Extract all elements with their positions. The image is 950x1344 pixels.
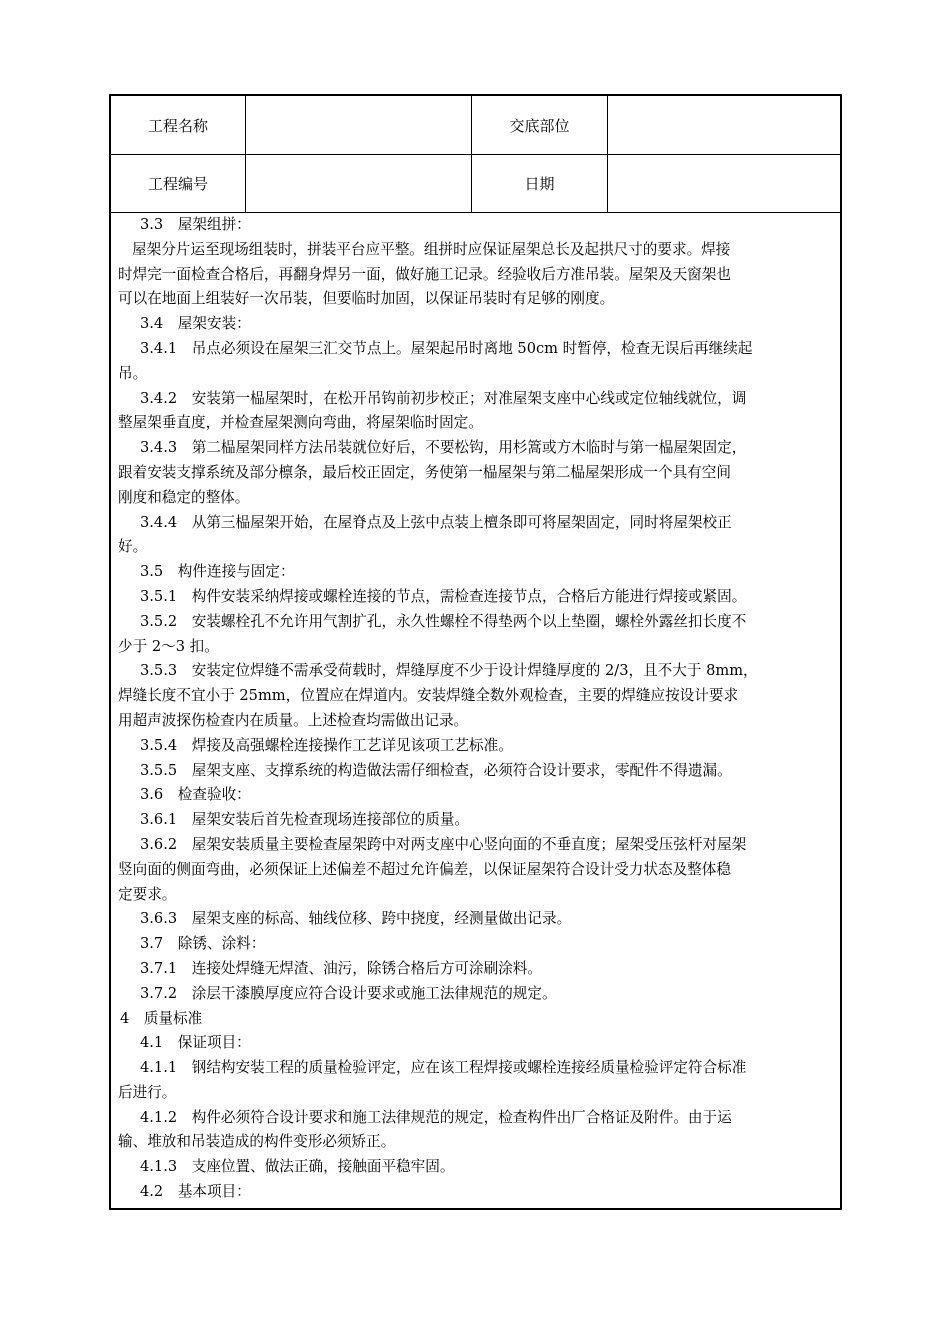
date-label: 日期 — [472, 155, 608, 212]
location-value — [608, 96, 840, 154]
text-line: 3.4 屋架安装： — [140, 315, 251, 333]
text-line: 4.1.1 钢结构安装工程的质量检验评定，应在该工程焊接或螺栓连接经质量检验评定符合标准 — [140, 1059, 747, 1077]
text-line: 输、堆放和吊装造成的构件变形必须矫正。 — [118, 1133, 396, 1151]
document-body — [118, 213, 834, 1205]
text-line: 3.6.2 屋架安装质量主要检查屋架跨中对两支座中心竖向面的不垂直度；屋架受压弦杆对屋架 — [140, 835, 747, 853]
text-line: 时焊完一面检查合格后，再翻身焊另一面，做好施工记录。经验收后方准吊装。屋架及天窗架也 — [118, 265, 731, 283]
text-line: 3.3 屋架组拼： — [140, 216, 251, 233]
text-line: 3.4.4 从第三榀屋架开始，在屋脊点及上弦中点装上檀条即可将屋架固定，同时将屋架校正 — [140, 513, 732, 531]
text-line: 4 质量标准 — [120, 1009, 203, 1027]
text-line: 少于 2～3 扣。 — [118, 637, 219, 655]
text-line: 3.6.1 屋架安装后首先检查现场连接部位的质量。 — [140, 811, 470, 829]
text-line: 4.1 保证项目： — [140, 1034, 251, 1052]
text-line: 3.6 检查验收： — [140, 786, 251, 804]
text-line: 3.5.5 屋架支座、支撑系统的构造做法需仔细检查，必须符合设计要求，零配件不得遗漏。 — [140, 761, 732, 779]
date-value — [608, 155, 840, 212]
text-line: 竖向面的侧面弯曲，必须保证上述偏差不超过允许偏差，以保证屋架符合设计受力状态及整体稳 — [118, 860, 731, 878]
text-line: 3.5.3 安装定位焊缝不需承受荷载时，焊缝厚度不少于设计焊缝厚度的 2/3，且不大于 8mm， — [140, 662, 758, 680]
text-line: 用超声波探伤检查内在质量。上述检查均需做出记录。 — [118, 711, 469, 729]
document-sheet — [109, 94, 842, 1210]
text-line: 4.2 基本项目： — [140, 1183, 251, 1201]
header-row-2 — [111, 155, 840, 213]
text-line: 3.5 构件连接与固定： — [140, 563, 295, 581]
text-line: 焊缝长度不宜小于 25mm，位置应在焊道内。安装焊缝全数外观检查，主要的焊缝应按设计要求 — [118, 687, 739, 705]
text-line: 3.7.2 涂层干漆膜厚度应符合设计要求或施工法律规范的规定。 — [140, 984, 557, 1002]
text-line: 3.5.1 构件安装采纳焊接或螺栓连接的节点，需检查连接节点，合格后方能进行焊接或紧固。 — [140, 587, 747, 605]
text-line: 3.6.3 屋架支座的标高、轴线位移、跨中挠度，经测量做出记录。 — [140, 910, 572, 928]
text-line: 刚度和稳定的整体。 — [118, 488, 250, 506]
text-line: 跟着安装支撑系统及部分檩条，最后校正固定，务使第一榀屋架与第二榀屋架形成一个具有空间 — [118, 463, 731, 481]
text-line: 整屋架垂直度，并检查屋架测向弯曲，将屋架临时固定。 — [118, 414, 483, 432]
text-line: 4.1.2 构件必须符合设计要求和施工法律规范的规定，检查构件出厂合格证及附件。由于运 — [140, 1108, 732, 1126]
text-line: 3.5.2 安装螺栓孔不允许用气割扩孔，永久性螺栓不得垫两个以上垫圈，螺栓外露丝扣长度不 — [140, 612, 747, 630]
text-line: 定要求。 — [118, 885, 177, 903]
project-no-label: 工程编号 — [111, 155, 246, 212]
header-row-1 — [111, 96, 840, 155]
text-line: 4.1.3 支座位置、做法正确，接触面平稳牢固。 — [140, 1158, 455, 1176]
text-line: 3.7 除锈、涂料： — [140, 935, 266, 953]
text-line: 吊。 — [118, 364, 148, 382]
project-name-value — [246, 96, 472, 154]
text-line: 可以在地面上组装好一次吊装，但要临时加固，以保证吊装时有足够的刚度。 — [118, 290, 615, 308]
project-name-label: 工程名称 — [111, 96, 246, 154]
text-line: 3.7.1 连接处焊缝无焊渣、油污，除锈合格后方可涂刷涂料。 — [140, 959, 542, 977]
text-line: 3.4.1 吊点必须设在屋架三汇交节点上。屋架起吊时离地 50cm 时暂停，检查无误后再继续起 — [140, 339, 753, 357]
text-line: 屋架分片运至现场组装时，拼装平台应平整。组拼时应保证屋架总长及起拱尺寸的要求。焊接 — [132, 240, 731, 258]
text-line: 好。 — [118, 538, 148, 556]
text-line: 3.4.3 第二榀屋架同样方法吊装就位好后，不要松钩，用杉篙或方木临时与第一榀屋架固定， — [140, 439, 747, 457]
text-line: 3.5.4 焊接及高强螺栓连接操作工艺详见该项工艺标准。 — [140, 736, 513, 754]
project-no-value — [246, 155, 472, 212]
text-line: 3.4.2 安装第一榀屋架时，在松开吊钩前初步校正；对准屋架支座中心线或定位轴线就位，调 — [140, 389, 747, 407]
location-label: 交底部位 — [472, 96, 608, 154]
text-line: 后进行。 — [118, 1083, 177, 1101]
